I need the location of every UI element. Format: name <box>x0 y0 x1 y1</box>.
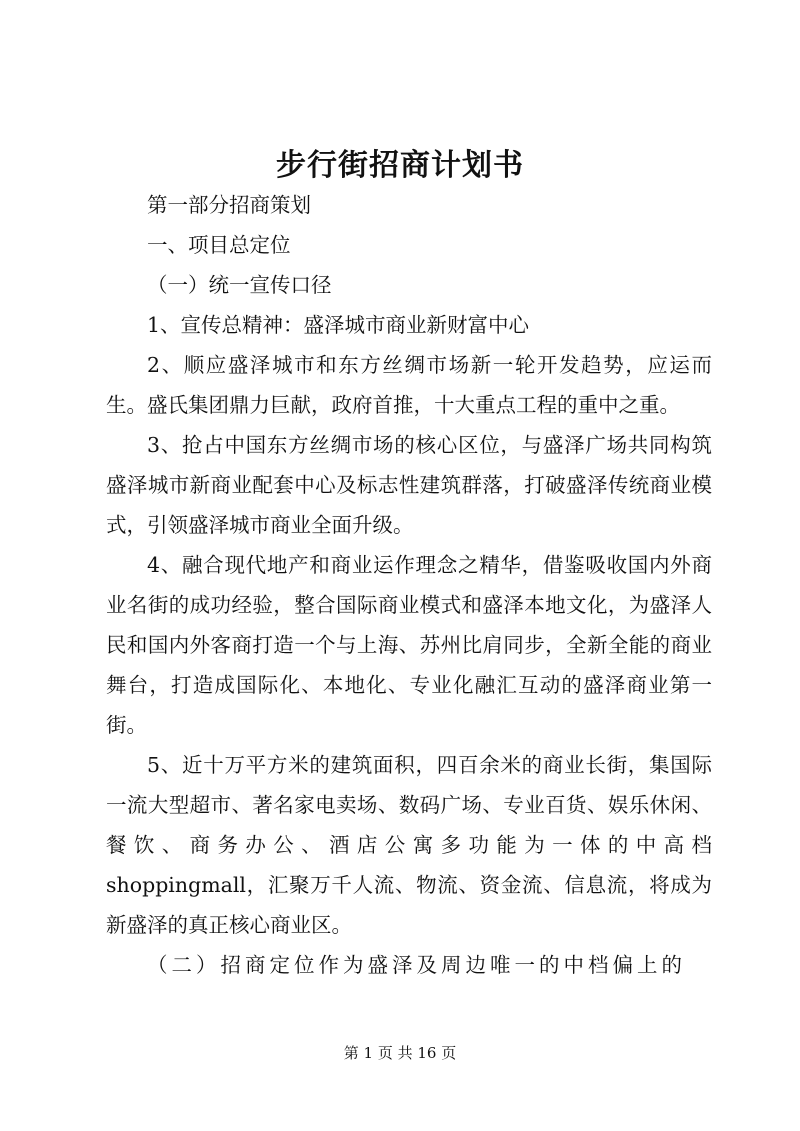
paragraph-4: 4、融合现代地产和商业运作理念之精华，借鉴吸收国内外商业名街的成功经验，整合国际商业模式和盛泽本地文化，为盛泽人民和国内外客商打造一个与上海、苏州比肩同步，全新全能的商业舞台，打造成国际化、本地化、专业化融汇互动的盛泽商业第一街。 <box>106 553 712 737</box>
sub-subsection-heading: （一）统一宣传口径 <box>147 273 332 297</box>
paragraph-2: 2、顺应盛泽城市和东方丝绸市场新一轮开发趋势，应运而生。盛氏集团鼎力巨献，政府首推，十大重点工程的重中之重。 <box>106 353 712 417</box>
paragraph-5: 5、近十万平方米的建筑面积，四百余米的商业长街，集国际一流大型超市、著名家电卖场、数码广场、专业百货、娱乐休闲、餐饮、商务办公、酒店公寓多功能为一体的中高档shoppingmall，汇聚万千人流、物流、资金流、信息流，将成为新盛泽的真正核心商业区。 <box>106 753 712 937</box>
subsection-heading: 一、项目总定位 <box>147 233 291 257</box>
section-heading: 第一部分招商策划 <box>147 193 311 217</box>
subsection-heading-2: （二）招商定位作为盛泽及周边唯一的中档偏上的 <box>147 953 686 977</box>
document-title: 步行街招商计划书 <box>276 148 524 183</box>
page-footer: 第 1 页 共 16 页 <box>343 1044 457 1062</box>
paragraph-1: 1、宣传总精神：盛泽城市商业新财富中心 <box>147 313 530 337</box>
document-body <box>106 185 712 985</box>
paragraph-3: 3、抢占中国东方丝绸市场的核心区位，与盛泽广场共同构筑盛泽城市新商业配套中心及标志性建筑群落，打破盛泽传统商业模式，引领盛泽城市商业全面升级。 <box>106 433 712 537</box>
